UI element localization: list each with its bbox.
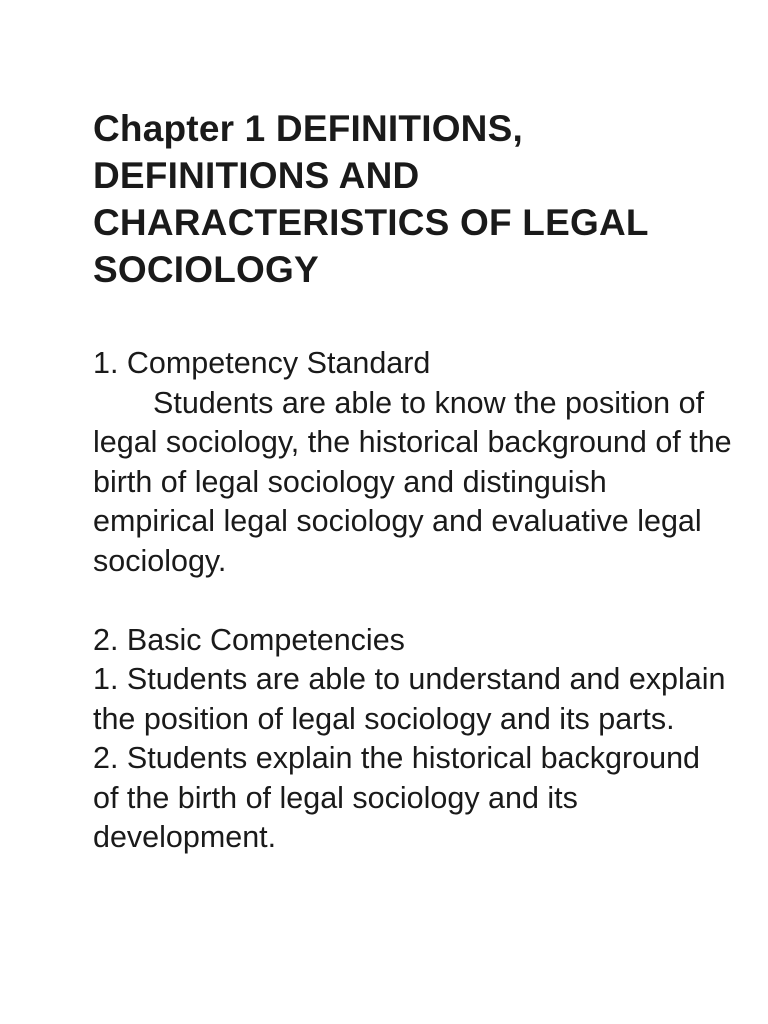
chapter-title: Chapter 1 DEFINITIONS, DEFINITIONS AND CHARACTERISTICS OF LEGAL SOCIOLOGY (93, 108, 649, 290)
basic-competency-item: 2. Students explain the historical background of the birth of legal sociology and its development. (93, 741, 700, 854)
basic-competencies-section (93, 621, 733, 858)
basic-competency-item: 1. Students are able to understand and explain the position of legal sociology and its parts. (93, 662, 726, 736)
competency-standard-section (93, 344, 733, 581)
document-page (93, 105, 733, 858)
competency-standard-heading: 1. Competency Standard (93, 346, 431, 380)
competency-standard-body: Students are able to know the position of legal sociology, the historical background of the birth of legal sociology and distinguish empirical legal sociology and evaluative legal sociology. (93, 385, 732, 578)
basic-competencies-heading: 2. Basic Competencies (93, 622, 405, 657)
